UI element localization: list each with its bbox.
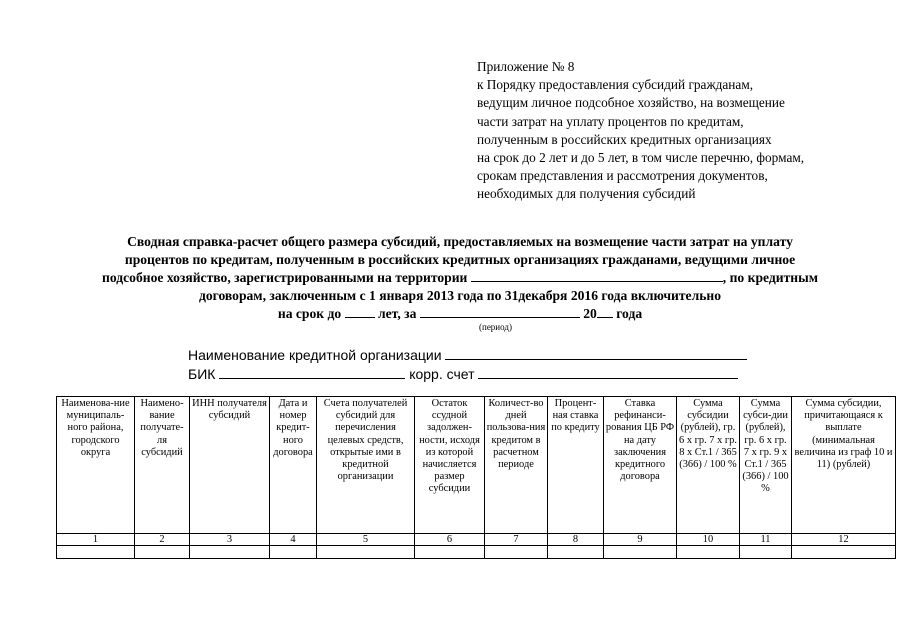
appendix-line: полученным в российских кредитных организациях (477, 131, 772, 147)
term-years-blank-field[interactable] (345, 304, 375, 318)
column-header: Счета получателей субсидий для перечисления целевых средств, открытые ими в кредитной организации (317, 397, 415, 534)
column-number: 3 (190, 534, 270, 546)
territory-suffix: , по кредитным (722, 270, 818, 286)
appendix-line: срокам представления и рассмотрения документов, (477, 168, 768, 184)
period-label: лет, за (378, 306, 417, 322)
table-cell[interactable] (135, 546, 190, 559)
title-line-5 (60, 304, 860, 323)
column-number-row (57, 534, 896, 546)
column-header: Наимено-вание получате-ля субсидий (135, 397, 190, 534)
table-header-row (57, 397, 896, 534)
column-number: 12 (792, 534, 896, 546)
column-number: 1 (57, 534, 135, 546)
column-header: Сумма субсидии, причитающаяся к выплате (минимальная величина из граф 10 и 11) (рублей) (792, 397, 896, 534)
column-number: 5 (317, 534, 415, 546)
empty-data-row (57, 546, 896, 559)
bank-codes-row (188, 365, 747, 384)
appendix-line: Приложение № 8 (477, 59, 575, 74)
bik-label: БИК (188, 366, 216, 382)
column-header: ИНН получателя субсидий (190, 397, 270, 534)
column-number: 2 (135, 534, 190, 546)
column-header: Наименова-ние муниципаль-ного района, городского округа (57, 397, 135, 534)
document-title (60, 233, 860, 323)
bik-field[interactable] (219, 366, 405, 379)
table-cell[interactable] (604, 546, 677, 559)
bank-name-row (188, 346, 747, 365)
table-cell[interactable] (548, 546, 604, 559)
corr-account-label: корр. счет (409, 366, 475, 382)
title-line-2: процентов по кредитам, полученным в российских кредитных организациях гражданами, ведущими личное (124, 251, 796, 267)
table-cell[interactable] (270, 546, 317, 559)
appendix-line: к Порядку предоставления субсидий гражданам, (477, 77, 754, 93)
table-cell[interactable] (317, 546, 415, 559)
territory-label: подсобное хозяйство, зарегистрированными на территории (102, 270, 468, 286)
title-line-3 (60, 268, 860, 287)
period-blank-field[interactable] (420, 304, 580, 318)
column-header: Количест-во дней пользова-ния кредитом в расчетном периоде (485, 397, 548, 534)
column-header: Сумма субсидии (рублей), гр. 6 х гр. 7 х гр. 8 х Ст.1 / 365 (366) / 100 % (677, 397, 740, 534)
appendix-line: необходимых для получения субсидий (477, 186, 696, 202)
term-label: на срок до (277, 306, 342, 322)
year-prefix: 20 (583, 306, 597, 322)
table-cell[interactable] (57, 546, 135, 559)
appendix-line: части затрат на уплату процентов по кредитам, (477, 113, 744, 129)
bank-details (188, 346, 747, 384)
table-cell[interactable] (485, 546, 548, 559)
column-number: 9 (604, 534, 677, 546)
title-line-1: Сводная справка-расчет общего размера субсидий, предоставляемых на возмещение части затрат на уплату (127, 234, 793, 249)
corr-account-field[interactable] (478, 366, 738, 379)
column-header: Остаток ссудной задолжен-ности, исходя из которой начисляется размер субсидии (415, 397, 485, 534)
column-number: 4 (270, 534, 317, 546)
column-number: 6 (415, 534, 485, 546)
year-label: года (616, 306, 643, 322)
appendix-line: ведущим личное подсобное хозяйство, на возмещение (477, 95, 785, 111)
column-header: Дата и номер кредит-ного договора (270, 397, 317, 534)
column-number: 8 (548, 534, 604, 546)
year-blank-field[interactable] (597, 304, 613, 318)
column-header: Сумма субси-дии (рублей), гр. 6 х гр. 7 х гр. 9 х Ст.1 / 365 (366) / 100 % (740, 397, 792, 534)
period-caption: (период) (479, 322, 512, 332)
table-cell[interactable] (792, 546, 896, 559)
appendix-block (477, 58, 804, 204)
territory-blank-field[interactable] (471, 268, 723, 282)
column-number: 7 (485, 534, 548, 546)
table-cell[interactable] (190, 546, 270, 559)
column-header: Ставка рефинанси-рования ЦБ РФ на дату заключения кредитного договора (604, 397, 677, 534)
column-number: 11 (740, 534, 792, 546)
subsidy-table (56, 396, 896, 559)
column-header: Процент-ная ставка по кредиту (548, 397, 604, 534)
bank-name-field[interactable] (445, 347, 747, 360)
column-number: 10 (677, 534, 740, 546)
appendix-line: на срок до 2 лет и до 5 лет, в том числе перечню, формам, (477, 150, 805, 166)
table-cell[interactable] (415, 546, 485, 559)
table-cell[interactable] (677, 546, 740, 559)
title-line-4: договорам, заключенным с 1 января 2013 года по 31декабря 2016 года включительно (198, 287, 722, 303)
bank-name-label: Наименование кредитной организации (188, 347, 442, 363)
table-cell[interactable] (740, 546, 792, 559)
